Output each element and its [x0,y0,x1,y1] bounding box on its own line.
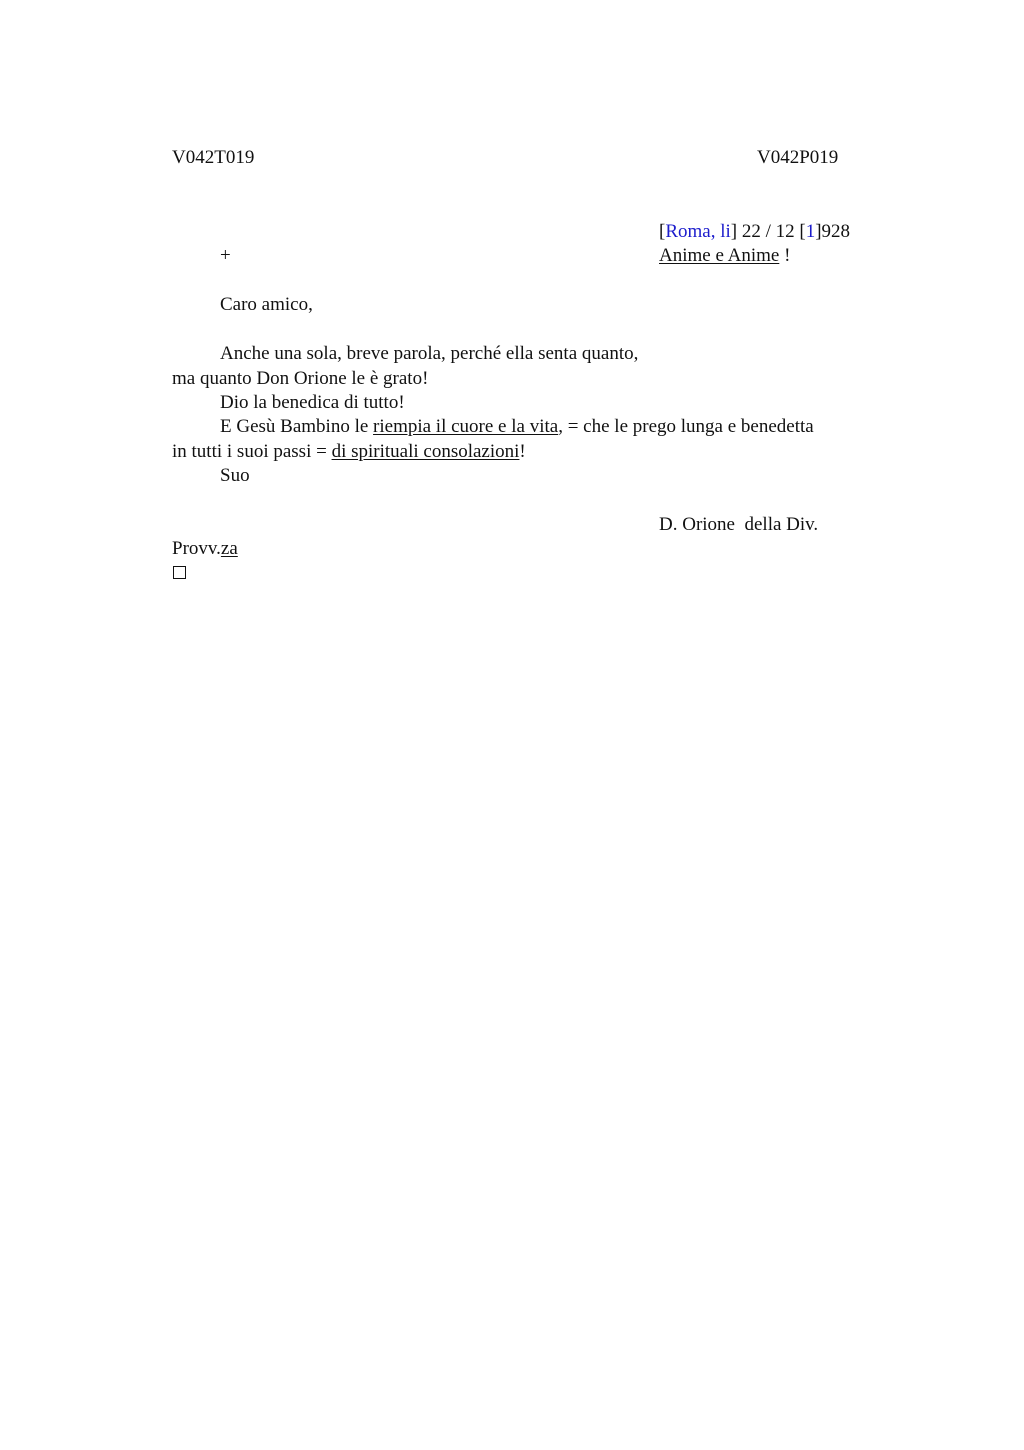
body-line-1: Anche una sola, breve parola, perché ella senta quanto, [220,343,639,364]
document-code-right: V042P019 [757,147,839,168]
motto-tail: ! [779,245,791,266]
dateline-bracket-open: [ [659,221,666,242]
document-code-left: V042T019 [172,147,255,168]
body-line-4-end: , = che le prego lunga e benedetta [558,416,814,437]
motto-underlined: Anime e Anime [659,245,780,266]
salutation: Caro amico, [220,294,313,315]
body-line-2: ma quanto Don Orione le è grato! [172,368,429,389]
body-line-3: Dio la benedica di tutto! [220,392,405,413]
dateline-bracket-close: ] [730,221,738,242]
cross-symbol: + [220,245,231,266]
closing-word: Suo [220,465,250,486]
end-square-symbol [173,566,186,579]
dateline-year-rest: ]928 [815,221,851,242]
body-line-5 [172,440,526,465]
dateline-year-bracket-open: [ [799,221,806,242]
motto [659,244,790,269]
body-line-5-end: ! [519,441,526,462]
body-line-5-start: in tutti i suoi passi = [172,441,332,462]
signature-line-2-underlined: za [220,538,238,559]
signature-line-2-start: Provv. [172,538,221,559]
signature-line-2 [172,537,238,562]
dateline-date: 22 / 12 [737,221,800,242]
body-line-5-underlined: di spirituali consolazioni [331,441,520,462]
dateline-place: Roma, li [665,221,731,242]
dateline [659,220,850,245]
dateline-year-digit: 1 [805,221,816,242]
body-line-4 [220,415,814,440]
body-line-4-start: E Gesù Bambino le [220,416,374,437]
body-line-4-underlined: riempia il cuore e la vita [373,416,559,437]
signature-line-1: D. Orione della Div. [659,514,819,535]
